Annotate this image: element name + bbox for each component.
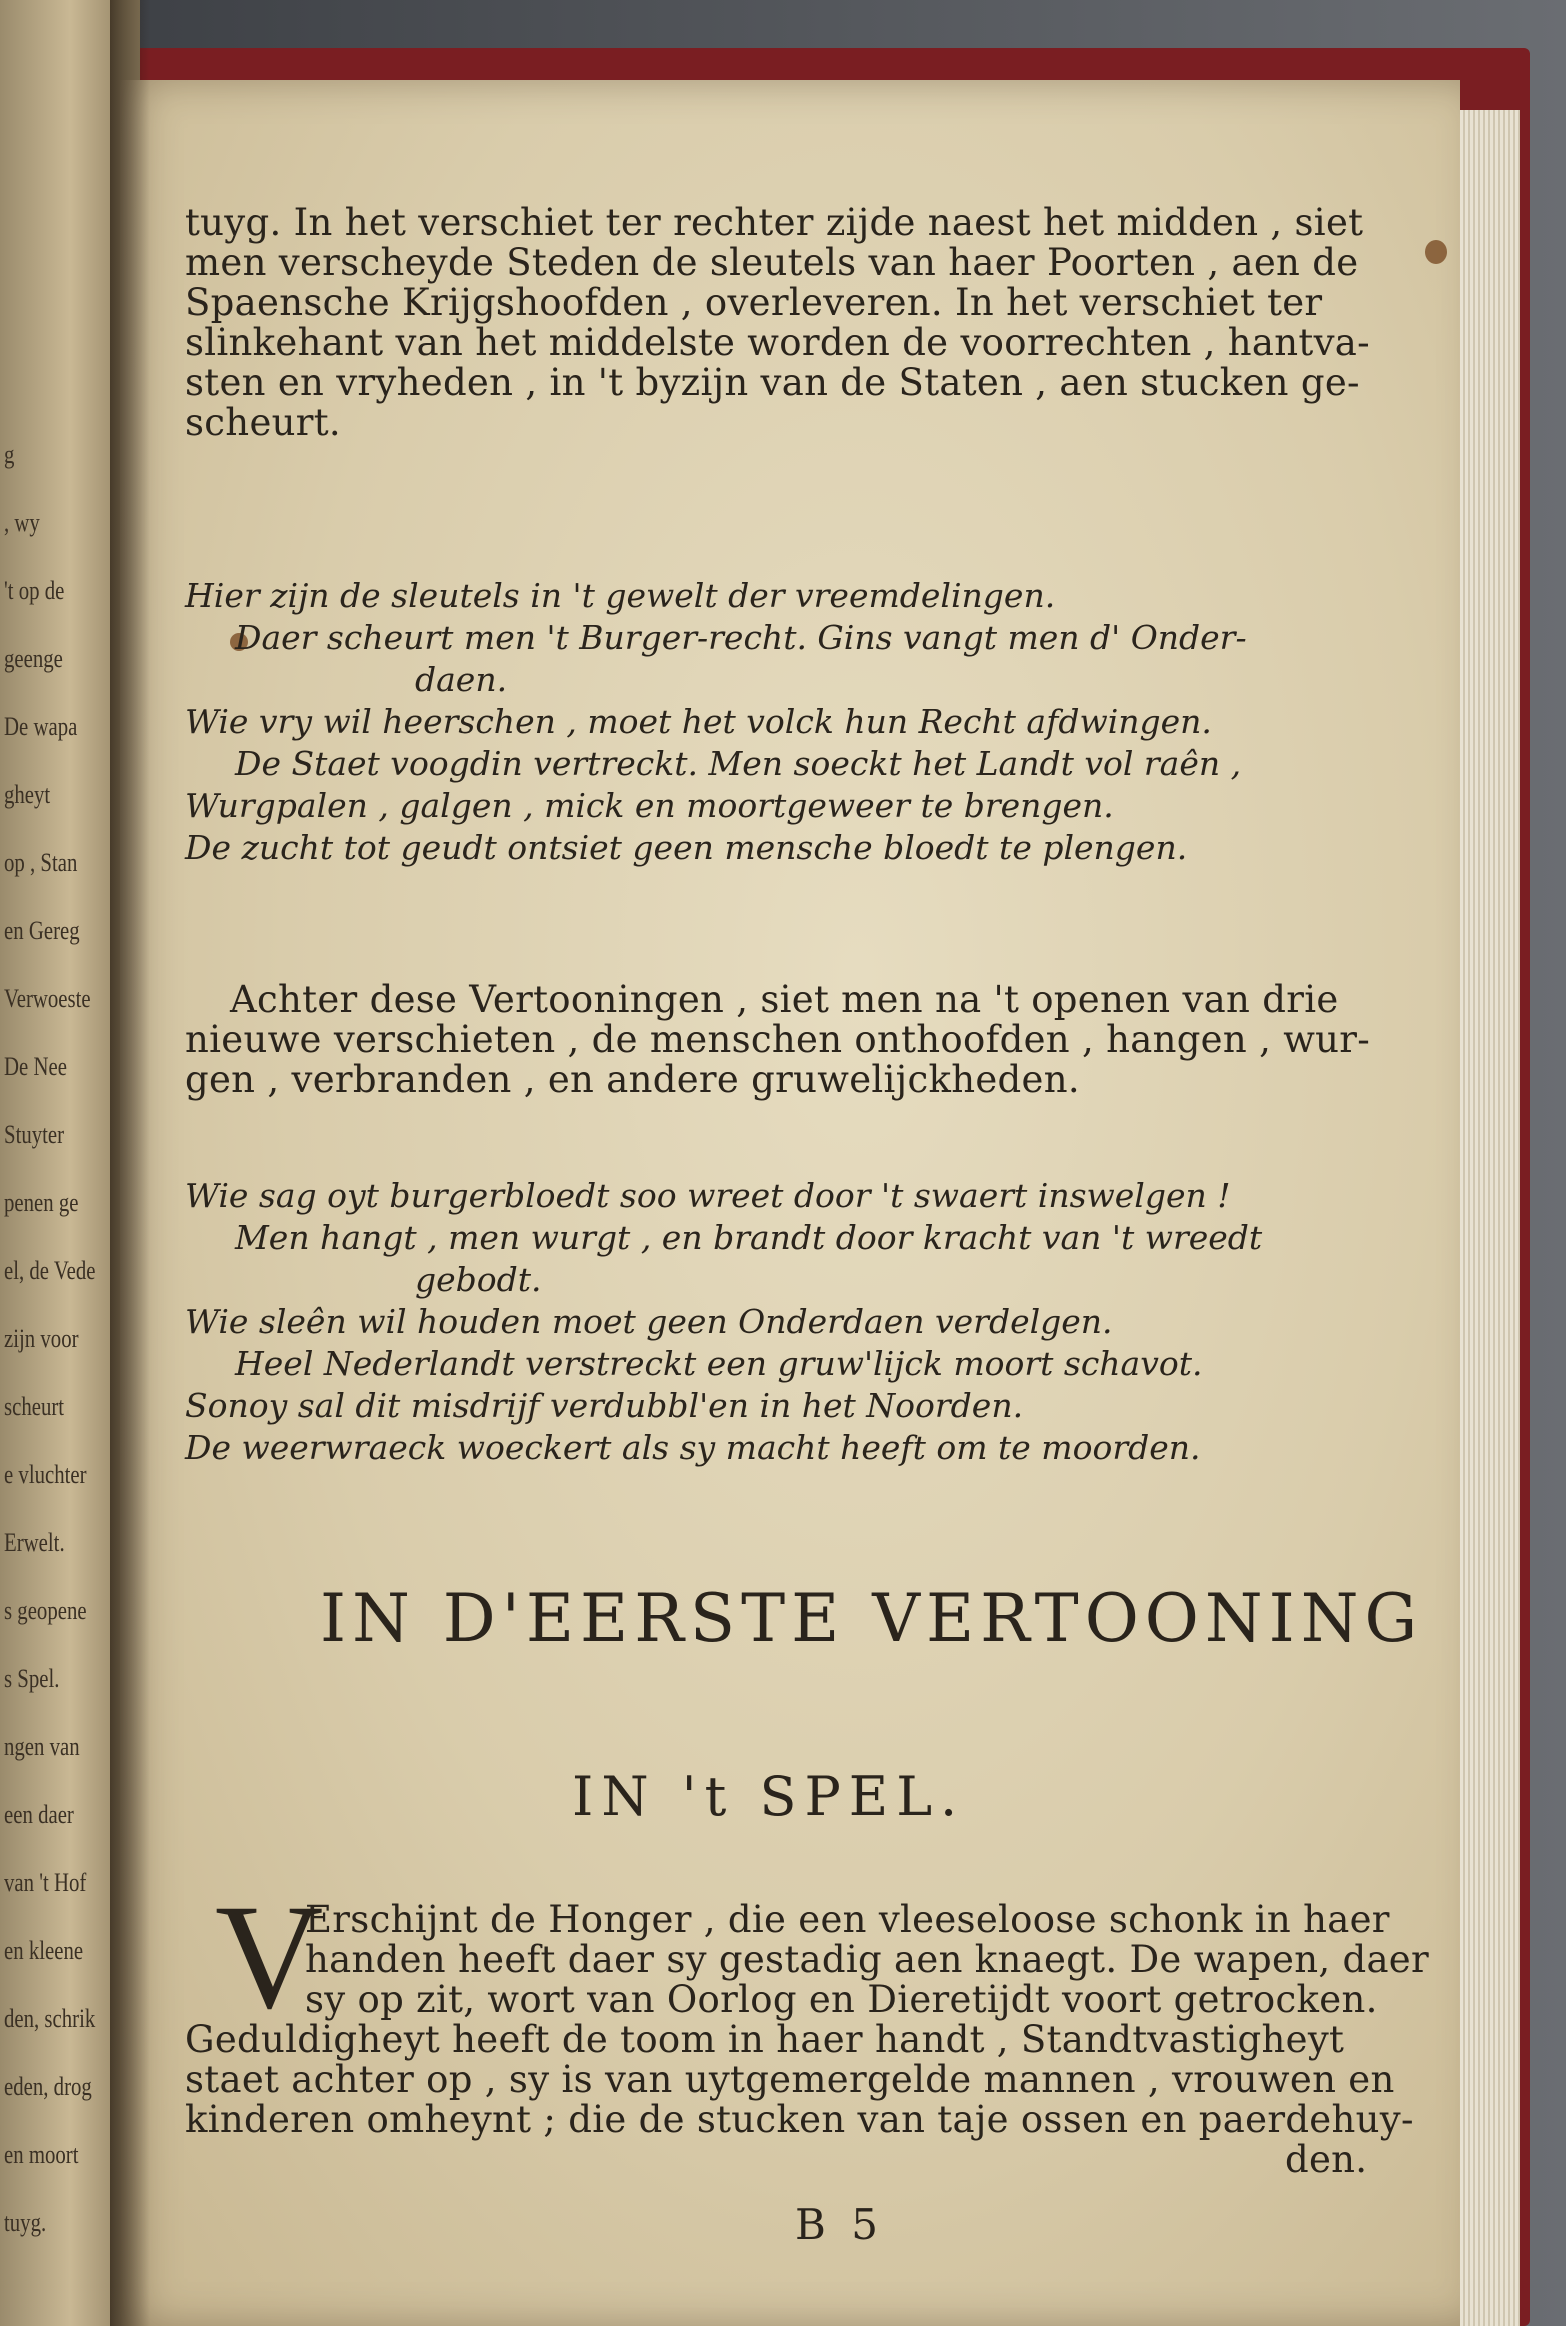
left-page-fragment: e vluchter bbox=[4, 1460, 87, 1489]
left-page-fragment: De wapa bbox=[4, 712, 78, 741]
text-line: gen , verbranden , en andere gruwelijckheden. bbox=[185, 1058, 1080, 1101]
verse-line: Wie sag oyt burgerbloedt soo wreet door 't swaert inswelgen ! bbox=[185, 1176, 1231, 1215]
section-heading: IN D'EERSTE VERTOONING bbox=[320, 1580, 1424, 1657]
text-line: men verscheyde Steden de sleutels van haer Poorten , aen de bbox=[185, 241, 1359, 284]
verse-line: Heel Nederlandt verstreckt een gruw'lijck moort schavot. bbox=[235, 1344, 1203, 1383]
left-page-fragment: Stuyter bbox=[4, 1120, 65, 1149]
verse-line: De zucht tot geudt ontsiet geen mensche bloedt te plengen. bbox=[185, 828, 1188, 867]
text-line: Spaensche Krijgshoofden , overleveren. In het verschiet ter bbox=[185, 281, 1323, 324]
text-line: tuyg. In het verschiet ter rechter zijde naest het midden , siet bbox=[185, 201, 1364, 244]
text-line: sy op zit, wort van Oorlog en Dieretijdt voort getrocken. bbox=[305, 1978, 1378, 2021]
verse-line: Wie sleên wil houden moet geen Onderdaen verdelgen. bbox=[185, 1302, 1113, 1341]
text-line: scheurt. bbox=[185, 401, 341, 444]
section-subheading: IN 't SPEL. bbox=[572, 1765, 966, 1828]
prose-paragraph-3 bbox=[185, 1898, 1429, 2181]
left-page-fragment: g bbox=[4, 440, 15, 469]
text-line: Geduldigheyt heeft de toom in haer handt , Standtvastigheyt bbox=[185, 2018, 1345, 2061]
left-page-fragment: De Nee bbox=[4, 1052, 67, 1081]
left-page-fragment: den, schrik bbox=[4, 2004, 96, 2033]
left-page-fragment: s Spel. bbox=[4, 1664, 60, 1693]
left-page-fragment: el, de Vede bbox=[4, 1256, 96, 1285]
verse-line: Wurgpalen , galgen , mick en moortgeweer te brengen. bbox=[185, 786, 1114, 825]
left-page-fragment: zijn voor bbox=[4, 1324, 79, 1353]
verse-line: De Staet voogdin vertreckt. Men soeckt het Landt vol raên , bbox=[235, 744, 1242, 783]
text-line: nieuwe verschieten , de menschen onthoofden , hangen , wur- bbox=[185, 1018, 1371, 1061]
left-page-fragment: tuyg. bbox=[4, 2208, 47, 2237]
text-line: kinderen omheynt ; die de stucken van taje ossen en paerdehuy- bbox=[185, 2098, 1414, 2141]
left-page-fragment: penen ge bbox=[4, 1188, 79, 1217]
left-page-fragment: s geopene bbox=[4, 1596, 87, 1625]
text-line: Achter dese Vertooningen , siet men na 't openen van drie bbox=[230, 978, 1339, 1021]
left-page-fragment: en Gereg bbox=[4, 916, 80, 945]
drop-cap: V bbox=[215, 1874, 324, 2040]
text-line: Erschijnt de Honger , die een vleeseloose schonk in haer bbox=[305, 1898, 1390, 1941]
verse-line: daen. bbox=[415, 660, 508, 699]
text-line: staet achter op , sy is van uytgemergelde mannen , vrouwen en bbox=[185, 2058, 1395, 2101]
foxing-spot bbox=[1425, 240, 1447, 264]
prose-paragraph-1 bbox=[185, 203, 1385, 443]
left-page-fragment: ngen van bbox=[4, 1732, 80, 1761]
text-line: slinkehant van het middelste worden de voorrechten , hantva- bbox=[185, 321, 1370, 364]
left-page-fragment: een daer bbox=[4, 1800, 74, 1829]
left-page-fragment: geenge bbox=[4, 644, 63, 673]
verse-line: Hier zijn de sleutels in 't gewelt der vreemdelingen. bbox=[185, 576, 1056, 615]
verse-line: De weerwraeck woeckert als sy macht heeft om te moorden. bbox=[185, 1428, 1201, 1467]
prose-paragraph-2 bbox=[185, 980, 1385, 1100]
verse-line: Daer scheurt men 't Burger-recht. Gins vangt men d' Onder- bbox=[235, 618, 1247, 657]
verse-stanza-1 bbox=[185, 575, 1385, 869]
verse-line: Wie vry wil heerschen , moet het volck hun Recht afdwingen. bbox=[185, 702, 1212, 741]
left-page-fragment: , wy bbox=[4, 508, 40, 537]
left-page-fragment: scheurt bbox=[4, 1392, 65, 1421]
verse-stanza-2 bbox=[185, 1175, 1385, 1469]
text-line: den. bbox=[1285, 2138, 1368, 2181]
left-page-fragment: van 't Hof bbox=[4, 1868, 87, 1897]
text-line: sten en vryheden , in 't byzijn van de Staten , aen stucken ge- bbox=[185, 361, 1360, 404]
verse-line: Sonoy sal dit misdrijf verdubbl'en in het Noorden. bbox=[185, 1386, 1024, 1425]
verse-line: gebodt. bbox=[415, 1260, 542, 1299]
text-line: handen heeft daer sy gestadig aen knaegt. De wapen, daer bbox=[305, 1938, 1429, 1981]
left-page-fragment: en moort bbox=[4, 2140, 79, 2169]
left-page-fragment: gheyt bbox=[4, 780, 51, 809]
left-page-fragment: eden, drog bbox=[4, 2072, 92, 2101]
left-page-fragment: op , Stan bbox=[4, 848, 78, 877]
left-page-fragment: Verwoeste bbox=[4, 984, 91, 1013]
gutter-shadow bbox=[110, 0, 150, 2326]
verse-line: Men hangt , men wurgt , en brandt door kracht van 't wreedt bbox=[235, 1218, 1263, 1257]
left-page-fragment: Erwelt. bbox=[4, 1528, 65, 1557]
left-page-fragment: 't op de bbox=[4, 576, 65, 605]
signature-mark: B 5 bbox=[795, 2200, 884, 2249]
left-page-fragment: en kleene bbox=[4, 1936, 84, 1965]
